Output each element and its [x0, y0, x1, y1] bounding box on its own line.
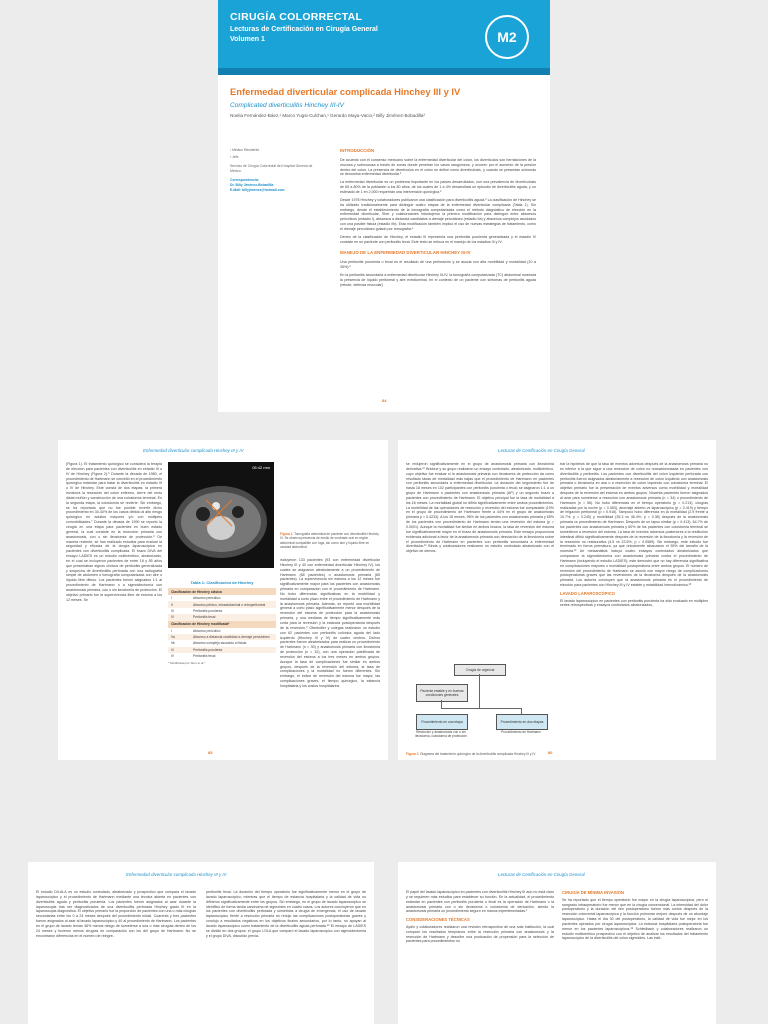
page-number: 86	[548, 750, 553, 755]
table-cell: IIb	[171, 641, 175, 646]
paragraph: En la peritonitis secundaria a enfermedad diverticular Hinchey III-IV, la tomografía computarizada (TC) abdominal mostrará la presencia de líquido peritoneal y aire extraluminal, en el contexto de un paciente con síntomas de peritonitis aguda (rebote, defensa muscular)	[340, 273, 536, 287]
table-cell: IV	[171, 615, 175, 620]
section-heading-manejo: MANEJO DE LA ENFERMEDAD DIVERTICULAR HINCHEY III-IV	[340, 250, 471, 256]
paragraph: Dentro de la clasificación de Hinchey, el estadio III representa una peritonitis purulenta generalizada y el estadio IV consiste en un paciente con peritonitis fecal. Este texto se enfoca en el manejo de los estadios III y IV.	[340, 234, 536, 244]
article-page-88	[398, 862, 716, 1024]
section-heading-lavado: LAVADO LAPAROSCÓPICO	[560, 590, 615, 596]
table-cell: IV	[171, 654, 175, 659]
table-title: Tabla 1: Clasificación de Hinchey	[190, 580, 254, 585]
hinchey-table	[168, 580, 276, 665]
section-heading-consideraciones: CONSIDERACIONES TÉCNICAS	[406, 917, 470, 923]
journal-title: CIRUGÍA COLORRECTAL	[230, 11, 363, 23]
table-header: Clasificación de Hinchey modificada*	[168, 621, 276, 628]
affiliation-1: ¹ Médico Residente	[230, 148, 260, 152]
table-cell: II	[171, 602, 173, 607]
article-page-87	[28, 862, 374, 1024]
figure-caption-text: Tomografía abdominal de paciente con diverticulitis Hinchey IV. Se observa presencia de medio de contraste oral en región abdominal compatible con fuga, así como aire y líquido libre en cavidad abdominal.	[280, 532, 379, 549]
text-column	[406, 890, 554, 1024]
section-heading-introduccion: INTRODUCCIÓN	[340, 148, 375, 153]
table-cell: Absceso pericólico	[193, 596, 221, 601]
treatment-diagram	[406, 658, 554, 750]
paragraph: Una peritonitis purulenta o fecal es el resultado de una perforación y se asocia con alta morbilidad y mortalidad (10 a 35%).⁵	[340, 260, 536, 270]
paragraph: El lavado laparoscópico en pacientes con peritonitis purulenta ha sido evaluado en múltiples series retrospectivas y ensayos controlados aleatorizados,	[560, 598, 708, 608]
table-cell: Peritonitis purulenta	[193, 647, 223, 652]
figure-label: Figura 2.	[406, 752, 420, 756]
diagram-connector	[441, 708, 521, 709]
article-title: Enfermedad diverticular complicada Hinchey III y IV	[230, 86, 461, 97]
table-cell: Peritonitis purulenta	[193, 608, 223, 613]
table-cell: Absceso complejo asociado a fístula	[193, 641, 247, 646]
article-subtitle: Complicated diverticulitis Hinchey III-IV	[230, 102, 344, 109]
institution: Servicio de Cirugía Colorrectal del Hospital General de México.	[230, 164, 313, 173]
running-head: Lecturas de Certificación en Cirugía General	[498, 872, 585, 877]
page-number: 84	[382, 398, 387, 403]
table-cell: Absceso pericólico	[193, 628, 221, 633]
text-column: El estudio DILALA es un estudio controlado, aleatorizado y prospectivo que compara el lavado laparoscópico y el procedimiento de Hartmann mediante una técnica abierta en pacientes con diverticulitis aguda y peritonitis purulenta. Los pacientes fueron asignados al azar durante la laparoscopia tras ser diagnosticados de una diverticulitis perforada Hinchey grado III en la laparoscopia diagnóstica. El objetivo primario fue la proporción de pacientes con una o más cirugías secundarias entre los 0 a 24 meses después del procedimiento inicial. Cuarenta y tres pacientes fueron asignados al azar al lavado laparoscópico y 40 al procedimiento de Hartmann. Los pacientes en el grupo de lavado tenían 46% menos riesgo de someterse a una o más cirugías dentro de los 24 meses y tuvieron menos cirugías en comparación con los del grupo de Hartmann. No se encontraron diferencias en el número de reingre-	[36, 890, 196, 938]
article-page-85	[58, 440, 388, 760]
table-cell: I	[171, 596, 172, 601]
ct-scan-graphic	[168, 462, 274, 568]
table-header: Clasificación de Hinchey clásica	[168, 588, 276, 595]
table-cell: III	[171, 647, 174, 652]
paragraph: Desde 1978 Hinchey y colaboradores publicaron una clasificación para diverticulitis aguda.³ La clasificación de Hinchey se ha utilizado tradicionalmente para distinguir cuatro etapas de la enfermedad diverticular complicada (Tabla 1). Sin embargo, desde el establecimiento de la tomografía computarizada como el método diagnóstico de elección en la enfermedad diverticular, Sher y colaboradores introdujeron la primera modificación para distinguir entre abscesos pericólicos (estadio I), abscesos a distancia candidatos a drenaje percutáneo (estadio IIa) y abscesos complejos asociados con una posible fístula (estadio IIb). Esta modificación también implicó el uso de nuevas estrategias de tratamiento, como el drenaje percutáneo guiado por tomografía.⁴	[340, 197, 536, 231]
text-column: peritonitis fecal. La duración del tiempo operatorio fue significativamente menor en el grupo de lavado laparoscópico; mientras que el tiempo de estancia hospitalaria y la calidad de vida no difirieron significativamente entre los grupos. Sin embargo, en el grupo de lavado laparoscópico se identificó de forma tardía carcinoma de sigmoides en cuatro casos. Los autores concluyeron que en los pacientes con diverticulitis perforada y sometidos a cirugía de emergencia, el uso de lavado laparoscópico frente a resección primaria no redujo las complicaciones postoperatorias graves y condujo a resultados negativos en los objetivos finales secundarios, por lo tanto, no apoyan al lavado laparoscópico como tratamiento de la diverticulitis aguda perforada.¹⁶ El ensayo de LADIES se dividió en dos grupos: el grupo LOLA que comparó el lavado laparoscópico con sigmoidectomía y el grupo DIVA, discutido previa-	[206, 890, 366, 938]
table-cell: Absceso a distancia candidato a drenaje percutáneo	[193, 635, 270, 640]
diagram-connector	[479, 674, 480, 684]
text-column: incluyeron 133 pacientes (93 con enfermedad diverticular Hinchey III y 40 con enfermedad diverticular Hinchey IV), los cuales se asignaron aleatoriamente a un procedimiento de Hartmann (68 pacientes) o anastomosis primaria (65 pacientes). La supervivencia sin estoma a los 12 meses fue significativamente mayor para los pacientes con anastomosis primaria en comparación con el procedimiento de Hartmann. No hubo diferencias significativas en la morbilidad y mortalidad a corto plazo entre el procedimiento de Hartmann y la anastomosis primaria. Además, se reportó una morbilidad general a corto plazo significativamente menor después de la reversión del estoma de protección para la anastomosis primaria, y una mediana de tiempo significativamente más corta para la reversión y la estancia postoperatoria después de la reversión.⁹ Oberkofler y colegas realizaron un estudio con 62 pacientes con peritonitis colónica aguda del lado izquierdo (Hinchey III y IV) de cuatro centros. Dichos pacientes fueron aleatorizados para realizar un procedimiento de Hartmann (n = 30) y anastomosis primaria con ileostomía de protección (n = 32), con una operación planificada de reversión del estoma a los tres meses en ambos grupos. Aunque la tasa de complicaciones fue similar en ambos grupos, después de la reversión del estoma, la tasa de complicaciones y la mortalidad no fueron diferentes. Sin embargo, el índice de reversión del estoma fue mayor, las complicaciones graves, el tiempo quirúrgico, la estancia hospitalaria y los costos hospitalarios	[280, 558, 380, 688]
table-cell: Peritonitis fecal	[193, 654, 216, 659]
diagram-node-stable: Paciente estable y en buenas condiciones generales	[416, 684, 468, 702]
banner-stripe	[218, 68, 550, 75]
ct-scan-image	[168, 462, 274, 568]
table-cell: I	[171, 628, 172, 633]
figure-caption	[406, 752, 554, 756]
diagram-node-urgency: Cirugía de urgencia	[454, 664, 506, 676]
scan-measurement: 05:42 mm	[252, 465, 270, 470]
paragraph: De acuerdo con el consenso mexicano sobre la enfermedad diverticular del colon, los divertículos son herniaciones de la mucosa y submucosa a través de zonas donde penetran los vasos sanguíneos, y ocurren por el aumento de la presión dentro del colon. La presencia de divertículos en el colon se define como diverticulosis, y cuando se presentan síntomas se denomina enfermedad diverticular.¹	[340, 157, 536, 177]
correspondence-email: E-Mail: billyjimenez@hotmail.com	[230, 187, 285, 192]
diagram-connector	[479, 684, 480, 708]
article-body	[340, 148, 536, 291]
affiliations	[230, 148, 318, 194]
table-cell: IIa	[171, 635, 175, 640]
journal-volume: Volumen 1	[230, 36, 265, 43]
figure-caption-text: Diagrama del tratamiento quirúrgico de la diverticulitis complicada Hinchey III y IV.	[420, 752, 536, 756]
paragraph: trar la hipótesis de que la tasa de eventos adversos después de la anastomosis primaria no es inferior a la que sigue a una resección de colon no reanastomosada en pacientes con diverticulitis y peritonitis. Los pacientes con diverticulitis del colon izquierdo perforada con peritonitis fueron asignados aleatoriamente a resección de colon izquierdo con anastomosis primaria o ileostomía en asa o a resección de colon izquierdo con colostomía terminal. El objetivo primario fue la presentación de eventos adversos como morbilidad y mortalidad después de la reversión del estoma en ambos grupos. Noventa pacientes fueron asignados al azar para someterse a resección con anastomosis primaria (n = 34) o procedimiento de Hartmann (n = 56). No hubo diferencias en el tiempo operatorio (p = 0.213), cirugías realizadas por la noche (p = 0.083), abordaje abierto vs laparoscópico (p = 0.419) y tiempo de irrigación peritoneal (p = 0.916). Tampoco hubo diferencia en la mortalidad (2.9 frente a 10.7%; p = 0.240) y morbilidad (35.3 vs 46.4%; p = 0.38) después de la anastomosis primaria vs procedimiento de Hartmann. Después de un lapso similar (p = 0.413), 64.7% de los pacientes con anastomosis primaria y 60% de los pacientes con colostomía terminal se sometieron a reversión del estoma. La tasa de eventos adversos posteriores a la restitución intestinal difirió significativamente después de la reversión de la ileostomía y la reversión de la resección no restaurativa (4.5 vs 23.5%, p = 0.0589). Sin embargo, este estudio fue terminado en forma prematura, ya que únicamente alcanzaron el 55% del tamaño de la muestra.¹² Un metaanálisis incluyó cuatro ensayos controlados aleatorizados que compararon la sigmoidectomía con anastomosis primaria contra el procedimiento de Hartmann (incluyendo el estudio LADIES); este demostró que no hay diferencia significativa en complicaciones mayores o mortalidad postoperatoria entre ambos grupos. El número de reversión del procedimiento de Hartmann se asoció con mayor riesgo de complicaciones postoperatorias graves que las reversiones de la ileostomía después de la anastomosis primaria. Los autores concluyen que la anastomosis primaria es el procedimiento de elección para pacientes con Hinchey III y IV estable y estabilidad hemodinámica.¹³	[560, 462, 708, 588]
text-column: se redujeron significativamente en el grupo de anastomosis primaria con ileostomía derivativa.¹⁰ Bridoux y su grupo realizaron un ensayo controlado, aleatorizado, multicéntrico, cuyo objetivo fue evaluar si la anastomosis primaria con ileostomía de protección da como resultado tasas de mortalidad más bajas que el procedimiento de Hartmann en pacientes con peritonitis secundaria a enfermedad diverticular. La duración del seguimiento fue de hasta 18 meses en 102 participantes con peritonitis purulenta o fecal; se asignaron 1:1 a un grupo de Hartmann o pacientes con anastomosis primaria (AP) y un segundo brazo a pacientes con procedimiento de Hartmann. El objetivo principal fue la tasa de mortalidad a los 18 meses. La mortalidad global no difirió significativamente entre ambos procedimientos. La morbilidad de las operaciones de resección y reversión del estoma fue comparable (19% en el grupo de procedimiento de Hartmann frente a 44% en el grupo de anastomosis primaria p = 0.4233). A los 18 meses, 96% de los pacientes con anastomosis primaria y 65% de los pacientes con procedimiento de Hartmann tenían una reversión del estoma (p = 0.0001). Aunque la mortalidad fue similar en ambos brazos, la tasa de reversión del estoma fue significativamente mayor en el brazo de anastomosis primaria. Este ensayo proporciona evidencia adicional a favor de la anastomosis primaria con desviación de la ileostomía sobre el procedimiento de Hartmann en pacientes con peritonitis secundaria a enfermedad diverticular.¹¹ Binda y colaboradores realizaron un estudio controlado aleatorizado con el objetivo de demos-	[406, 462, 554, 554]
diagram-node-one-stage: Procedimiento en una etapa	[416, 714, 468, 730]
table-rows	[168, 628, 276, 660]
running-head: Enfermedad diverticular complicada Hinchey III y IV	[143, 448, 244, 453]
article-first-page	[218, 0, 550, 412]
table-rows	[168, 595, 276, 621]
article-page-86	[398, 440, 716, 760]
table-cell: Peritonitis fecal	[193, 615, 216, 620]
paragraph: La enfermedad diverticular es un problema importante en los países desarrollados, con una prevalencia de diverticulosis de 65 a 80% de la población a los 80 años, de los cuales de 1 a 4% desarrollará un episodio de diverticulitis aguda, y un estimado de 1 en 2,000 requerirán una intervención quirúrgica.²	[340, 180, 536, 194]
table-cell: III	[171, 608, 174, 613]
page-number: 85	[208, 750, 213, 755]
text-column	[562, 890, 708, 1024]
table-row	[168, 653, 276, 659]
correspondence-label: Correspondencia:	[230, 178, 260, 183]
section-heading-minima-invasion: CIRUGÍA DE MÍNIMA INVASIÓN	[562, 890, 624, 895]
journal-subtitle: Lecturas de Certificación en Cirugía General	[230, 26, 378, 33]
affiliation-2: ² Jefe	[230, 154, 239, 159]
table-cell: Absceso pélvico, intraabdominal o retroperitoneal	[193, 602, 266, 607]
paragraph: Se ha reportado que el tiempo operatorio fue mayor en la cirugía laparoscópica, pero el sangrado intraoperatorio fue menor que en la cirugía convencional. La intensidad del dolor postoperatorio y la duración del íleo postoperatorio fueron más cortos después de la resección colorrectal laparoscópica y la función pulmonar mejoró después de un abordaje laparoscópico. Hasta el día 30 del postoperatorio, la calidad de vida fue mejor en los pacientes operados por cirugía laparoscópica. La estancia hospitalaria postoperatoria fue menor en los pacientes laparoscópicos.¹⁸ Schiedbach y colaboradores realizaron un estudio multicéntrico prospectivo con el objetivo de analizar los resultados del tratamiento laparoscópico de la diverticulitis del colon sigmoides. Las insti-	[562, 897, 708, 941]
diagram-connector	[441, 700, 442, 708]
figure-caption	[280, 532, 380, 549]
diagram-node-two-stage: Procedimiento en dos etapas	[496, 714, 548, 730]
correspondence-name: Dr. Billy Jiménez-Bobadilla	[230, 182, 274, 187]
text-column: (Figura 1). El tratamiento quirúrgico se considera la terapia de elección para pacientes con diverticulitis en estadio III o IV de Hinchey (Figura 2).⁶ Durante la década de 1980, el procedimiento de Hartmann se convirtió en el procedimiento quirúrgico estándar para tratar la diverticulitis en estadio III o IV de Hinchey. Este consta de dos etapas: la primera involucra la resección del colon enfermo, cierre del recto distal muñón y construcción de una colostomía terminal. En la segunda etapa, la colostomía se revierte. Sin embargo, se ha reportado que no fue posible revertir dicho procedimiento en 30-40% de los casos debido al alto riesgo quirúrgico en adultos mayores y/o con múltiples comorbilidades.⁷ Durante la década de 1990 se reportó la cirugía en una etapa para pacientes en buen estado general, la cual consiste en la resección primaria con anastomosis, con o sin ileostomía de protección.⁸ De manera reciente, se han realizado estudios para evaluar la seguridad y eficacia de la cirugía laparoscópica en pacientes con diverticulitis complicada. El brazo DIVA del ensayo LADIES es un estudio multicéntrico, aleatorizado, en el cual se incluyeron pacientes de entre 18 y 85 años que presentaban signos clínicos de peritonitis generalizada y sospecha de diverticulitis perforada con una radiografía simple de abdomen o tomografía computarizada con aire o líquido libre difuso. Los pacientes fueron asignados 1:1 al procedimiento de Hartmann o a sigmoidectomía con anastomosis primaria, con o sin ileostomía de protección. El objetivo primario fue la supervivencia libre de estoma a los 12 meses. Se	[66, 462, 162, 602]
module-badge: M2	[485, 15, 529, 59]
paragraph: El papel del lavado laparoscópico en pacientes con diverticulitis Hinchey III aún no está claro y se requieren más estudios para establecer su función. En la actualidad, el procedimiento estándar en pacientes con peritonitis purulenta o fecal es la operación de Hartmann o la anastomosis primaria con o sin ileostomía o colostomía de derivación, siendo la anastomosis primaria un procedimiento seguro en manos expertimentadas.¹	[406, 890, 554, 914]
article-authors: Noelia Fernández-Báez,¹ Marco Yugsi-Culchan,¹ Gerardo Maya-Vacio,² Billy Jiménez-Bobadilla²	[230, 113, 425, 118]
figure-label: Figura 1.	[280, 532, 294, 536]
paragraph: Aydin y colaboradores realizaron una revisión retrospectiva de una sola institución, la cual comparó los resultados tempranos entre la resección primaria con anastomosis y la resección de Hartmann y describe una puntuación de propensión para la selección de pacientes para procedimientos no	[406, 924, 554, 944]
diagram-label-right: Procedimiento de Hartmann	[501, 730, 541, 734]
text-column	[560, 462, 708, 754]
running-head: Enfermedad diverticular complicada Hinchey III y IV	[126, 872, 227, 877]
diagram-label-left: Resección y anastomosis con o sin ileostomía, colostomía de protección	[415, 730, 467, 738]
running-head: Lecturas de Certificación en Cirugía General	[498, 448, 585, 453]
table-note: * Modificada por Sher et al.⁴	[168, 661, 206, 666]
